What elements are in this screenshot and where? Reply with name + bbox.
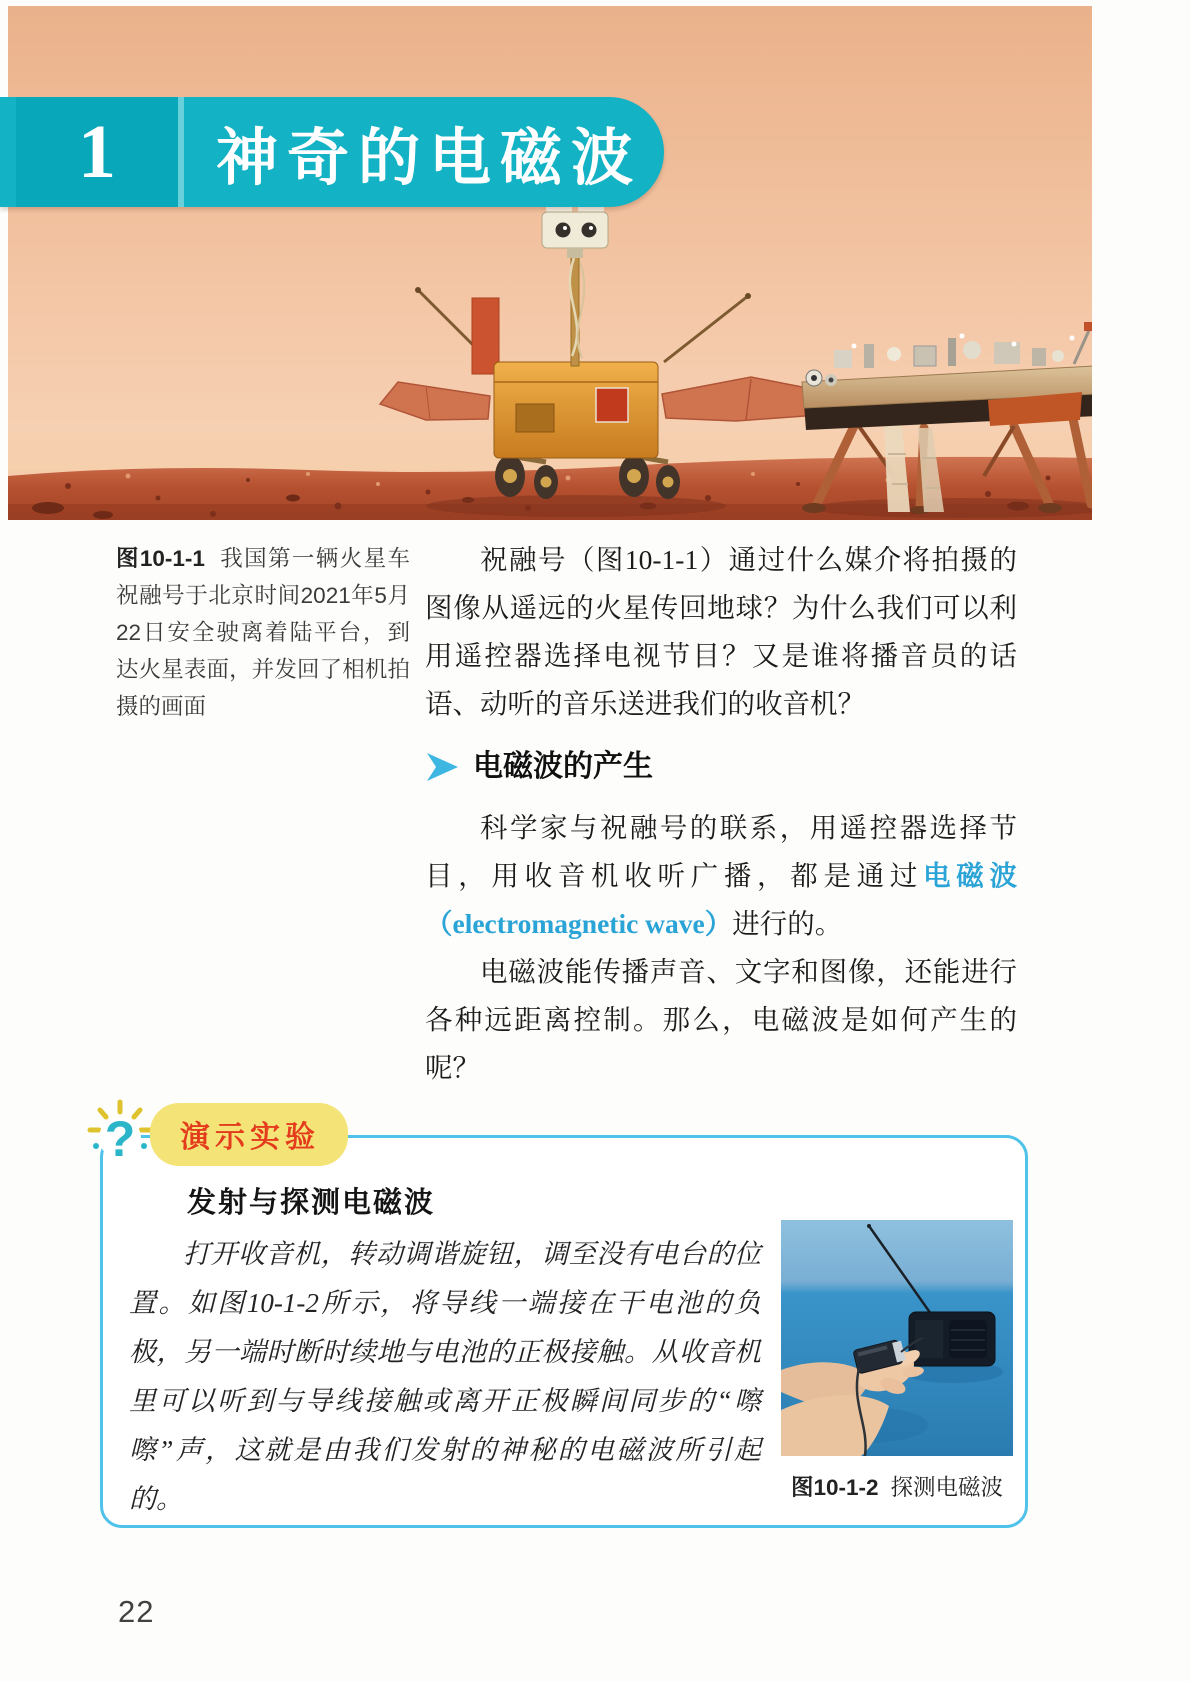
- figure-10-1-1-caption: [116, 540, 410, 725]
- demo-experiment-badge: [86, 1096, 348, 1172]
- section-heading-label: 电磁波的产生: [473, 750, 653, 783]
- figure-caption-text: 我国第一辆火星车祝融号于北京时间2021年5月22日安全驶离着陆平台，到达火星表面，并发回了相机拍摄的画面: [116, 546, 410, 719]
- main-text-column: [425, 536, 1017, 1092]
- figure-caption-text: 探测电磁波: [890, 1475, 1004, 1500]
- page-number: 22: [118, 1594, 155, 1629]
- figure-label: 图10-1-2: [790, 1475, 879, 1500]
- experiment-title: 发射与探测电磁波: [187, 1187, 436, 1219]
- chapter-number: 1: [16, 97, 184, 207]
- section-paragraph-2: 电磁波能传播声音、文字和图像，还能进行各种远距离控制。那么，电磁波是如何产生的呢？: [425, 956, 1017, 1083]
- section-heading: [427, 743, 1017, 791]
- figure-label: 图10-1-1: [116, 546, 205, 571]
- badge-label: 演示实验: [150, 1103, 348, 1166]
- radio-battery-photo: [781, 1220, 1013, 1456]
- mars-scene-illustration: [8, 6, 1092, 520]
- experiment-body-text: 打开收音机，转动调谐旋钮，调至没有电台的位置。如图10-1-2所示，将导线一端接在干电池的负极，另一端时断时续地与电池的正极接触。从收音机里可以听到与导线接触或离开正极瞬间同步的“嚓嚓”声，这就是由我们发射的神秘的电磁波所引起的。: [129, 1239, 761, 1514]
- paragraph-text: 进行的。: [732, 908, 843, 939]
- paragraph-text: 科学家与祝融号的联系，用遥控器选择节目，用收音机收听广播，都是通过: [425, 812, 1017, 891]
- svg-text:?: ?: [104, 1111, 136, 1167]
- key-term-electromagnetic-wave: 电磁波（electromagnetic wave）: [425, 860, 1018, 939]
- question-mark-idea-icon: [86, 1096, 154, 1172]
- figure-10-1-2: [781, 1220, 1013, 1502]
- chevron-arrow-icon: [427, 752, 459, 782]
- figure-10-1-2-caption: [781, 1470, 1013, 1502]
- chapter-banner: [0, 97, 664, 207]
- intro-paragraph: 祝融号（图10-1-1）通过什么媒介将拍摄的图像从遥远的火星传回地球？为什么我们可以利用遥控器选择电视节目？又是谁将播音员的话语、动听的音乐送进我们的收音机？: [425, 544, 1017, 719]
- mars-photo: [8, 6, 1092, 520]
- section-paragraph-1: [425, 804, 1017, 948]
- demo-experiment-box: [100, 1135, 1028, 1528]
- chapter-title: 神奇的电磁波: [216, 123, 643, 193]
